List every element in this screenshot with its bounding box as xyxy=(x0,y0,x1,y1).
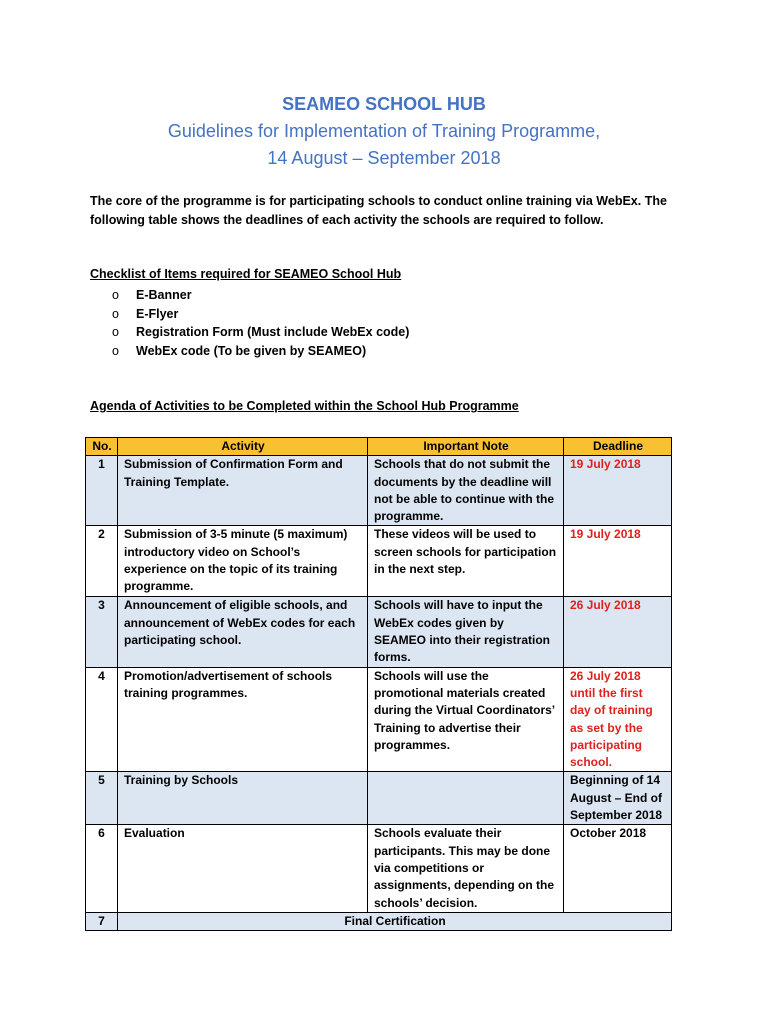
activity-cell: Evaluation xyxy=(118,825,368,912)
checklist-item xyxy=(112,286,409,305)
note-cell: Schools evaluate their participants. This may be done via competitions or assignments, depending on the schools’ decision. xyxy=(368,825,564,912)
bullet-icon: o xyxy=(112,325,119,339)
note-cell xyxy=(368,772,564,825)
activity-cell: Announcement of eligible schools, and announcement of WebEx codes for each participating school. xyxy=(118,597,368,667)
document-subtitle-line-2: 14 August – September 2018 xyxy=(267,148,501,168)
deadline-cell: 19 July 2018 xyxy=(564,456,672,526)
document-subtitle-line-1: Guidelines for Implementation of Training Programme, xyxy=(167,121,601,141)
bullet-icon: o xyxy=(112,288,119,302)
checklist-item xyxy=(112,342,409,361)
bullet-icon: o xyxy=(112,343,119,358)
activity-cell: Submission of 3-5 minute (5 maximum) introductory video on School’s experience on the topic of its training programme. xyxy=(118,526,368,597)
intro-paragraph: The core of the programme is for participating schools to conduct online training via WebEx. The following table shows the deadlines of each activity the schools are required to follow. xyxy=(90,194,667,227)
deadline-cell: 26 July 2018 xyxy=(564,597,672,667)
note-cell: These videos will be used to screen schools for participation in the next step. xyxy=(368,526,564,597)
table-row xyxy=(86,912,672,930)
row-number: 3 xyxy=(86,597,118,667)
bullet-icon: o xyxy=(112,306,119,321)
deadline-cell: 19 July 2018 xyxy=(564,526,672,597)
deadline-cell: 26 July 2018 until the first day of training as set by the participating school. xyxy=(564,667,672,772)
deadline-cell: Beginning of 14 August – End of September 2018 xyxy=(564,772,672,825)
note-cell: Schools will have to input the WebEx codes given by SEAMEO into their registration forms. xyxy=(368,597,564,667)
table-row xyxy=(86,825,672,912)
deadline-cell: October 2018 xyxy=(564,825,672,912)
table-row xyxy=(86,597,672,667)
checklist-item-label: E-Flyer xyxy=(136,306,179,321)
column-header-deadline: Deadline xyxy=(564,438,672,456)
row-number: 5 xyxy=(86,772,118,825)
table-row xyxy=(86,772,672,825)
row-number: 6 xyxy=(86,825,118,912)
activity-cell: Promotion/advertisement of schools training programmes. xyxy=(118,667,368,772)
checklist xyxy=(112,286,409,360)
row-number: 1 xyxy=(86,456,118,526)
table-row xyxy=(86,526,672,597)
note-cell: Schools that do not submit the documents by the deadline will not be able to continue with the programme. xyxy=(368,456,564,526)
agenda-table xyxy=(85,437,672,931)
activity-cell: Training by Schools xyxy=(118,772,368,825)
table-header-row xyxy=(86,438,672,456)
column-header-no: No. xyxy=(86,438,118,456)
agenda-heading: Agenda of Activities to be Completed within the School Hub Programme xyxy=(90,399,519,413)
document-title: SEAMEO SCHOOL HUB xyxy=(282,94,486,114)
activity-cell: Submission of Confirmation Form and Training Template. xyxy=(118,456,368,526)
checklist-item-label: WebEx code (To be given by SEAMEO) xyxy=(136,343,367,358)
checklist-item xyxy=(112,323,409,342)
row-number: 4 xyxy=(86,667,118,772)
column-header-important-note: Important Note xyxy=(368,438,564,456)
checklist-heading: Checklist of Items required for SEAMEO School Hub xyxy=(90,267,402,281)
row-number: 7 xyxy=(86,912,118,930)
note-cell: Schools will use the promotional materials created during the Virtual Coordinators’ Training to advertise their programmes. xyxy=(368,667,564,772)
checklist-item-label: E-Banner xyxy=(136,288,192,302)
column-header-activity: Activity xyxy=(118,438,368,456)
checklist-item xyxy=(112,305,409,324)
table-row xyxy=(86,667,672,772)
row-number: 2 xyxy=(86,526,118,597)
table-row xyxy=(86,456,672,526)
checklist-item-label: Registration Form (Must include WebEx code) xyxy=(136,325,410,339)
final-certification-cell: Final Certification xyxy=(118,912,672,930)
